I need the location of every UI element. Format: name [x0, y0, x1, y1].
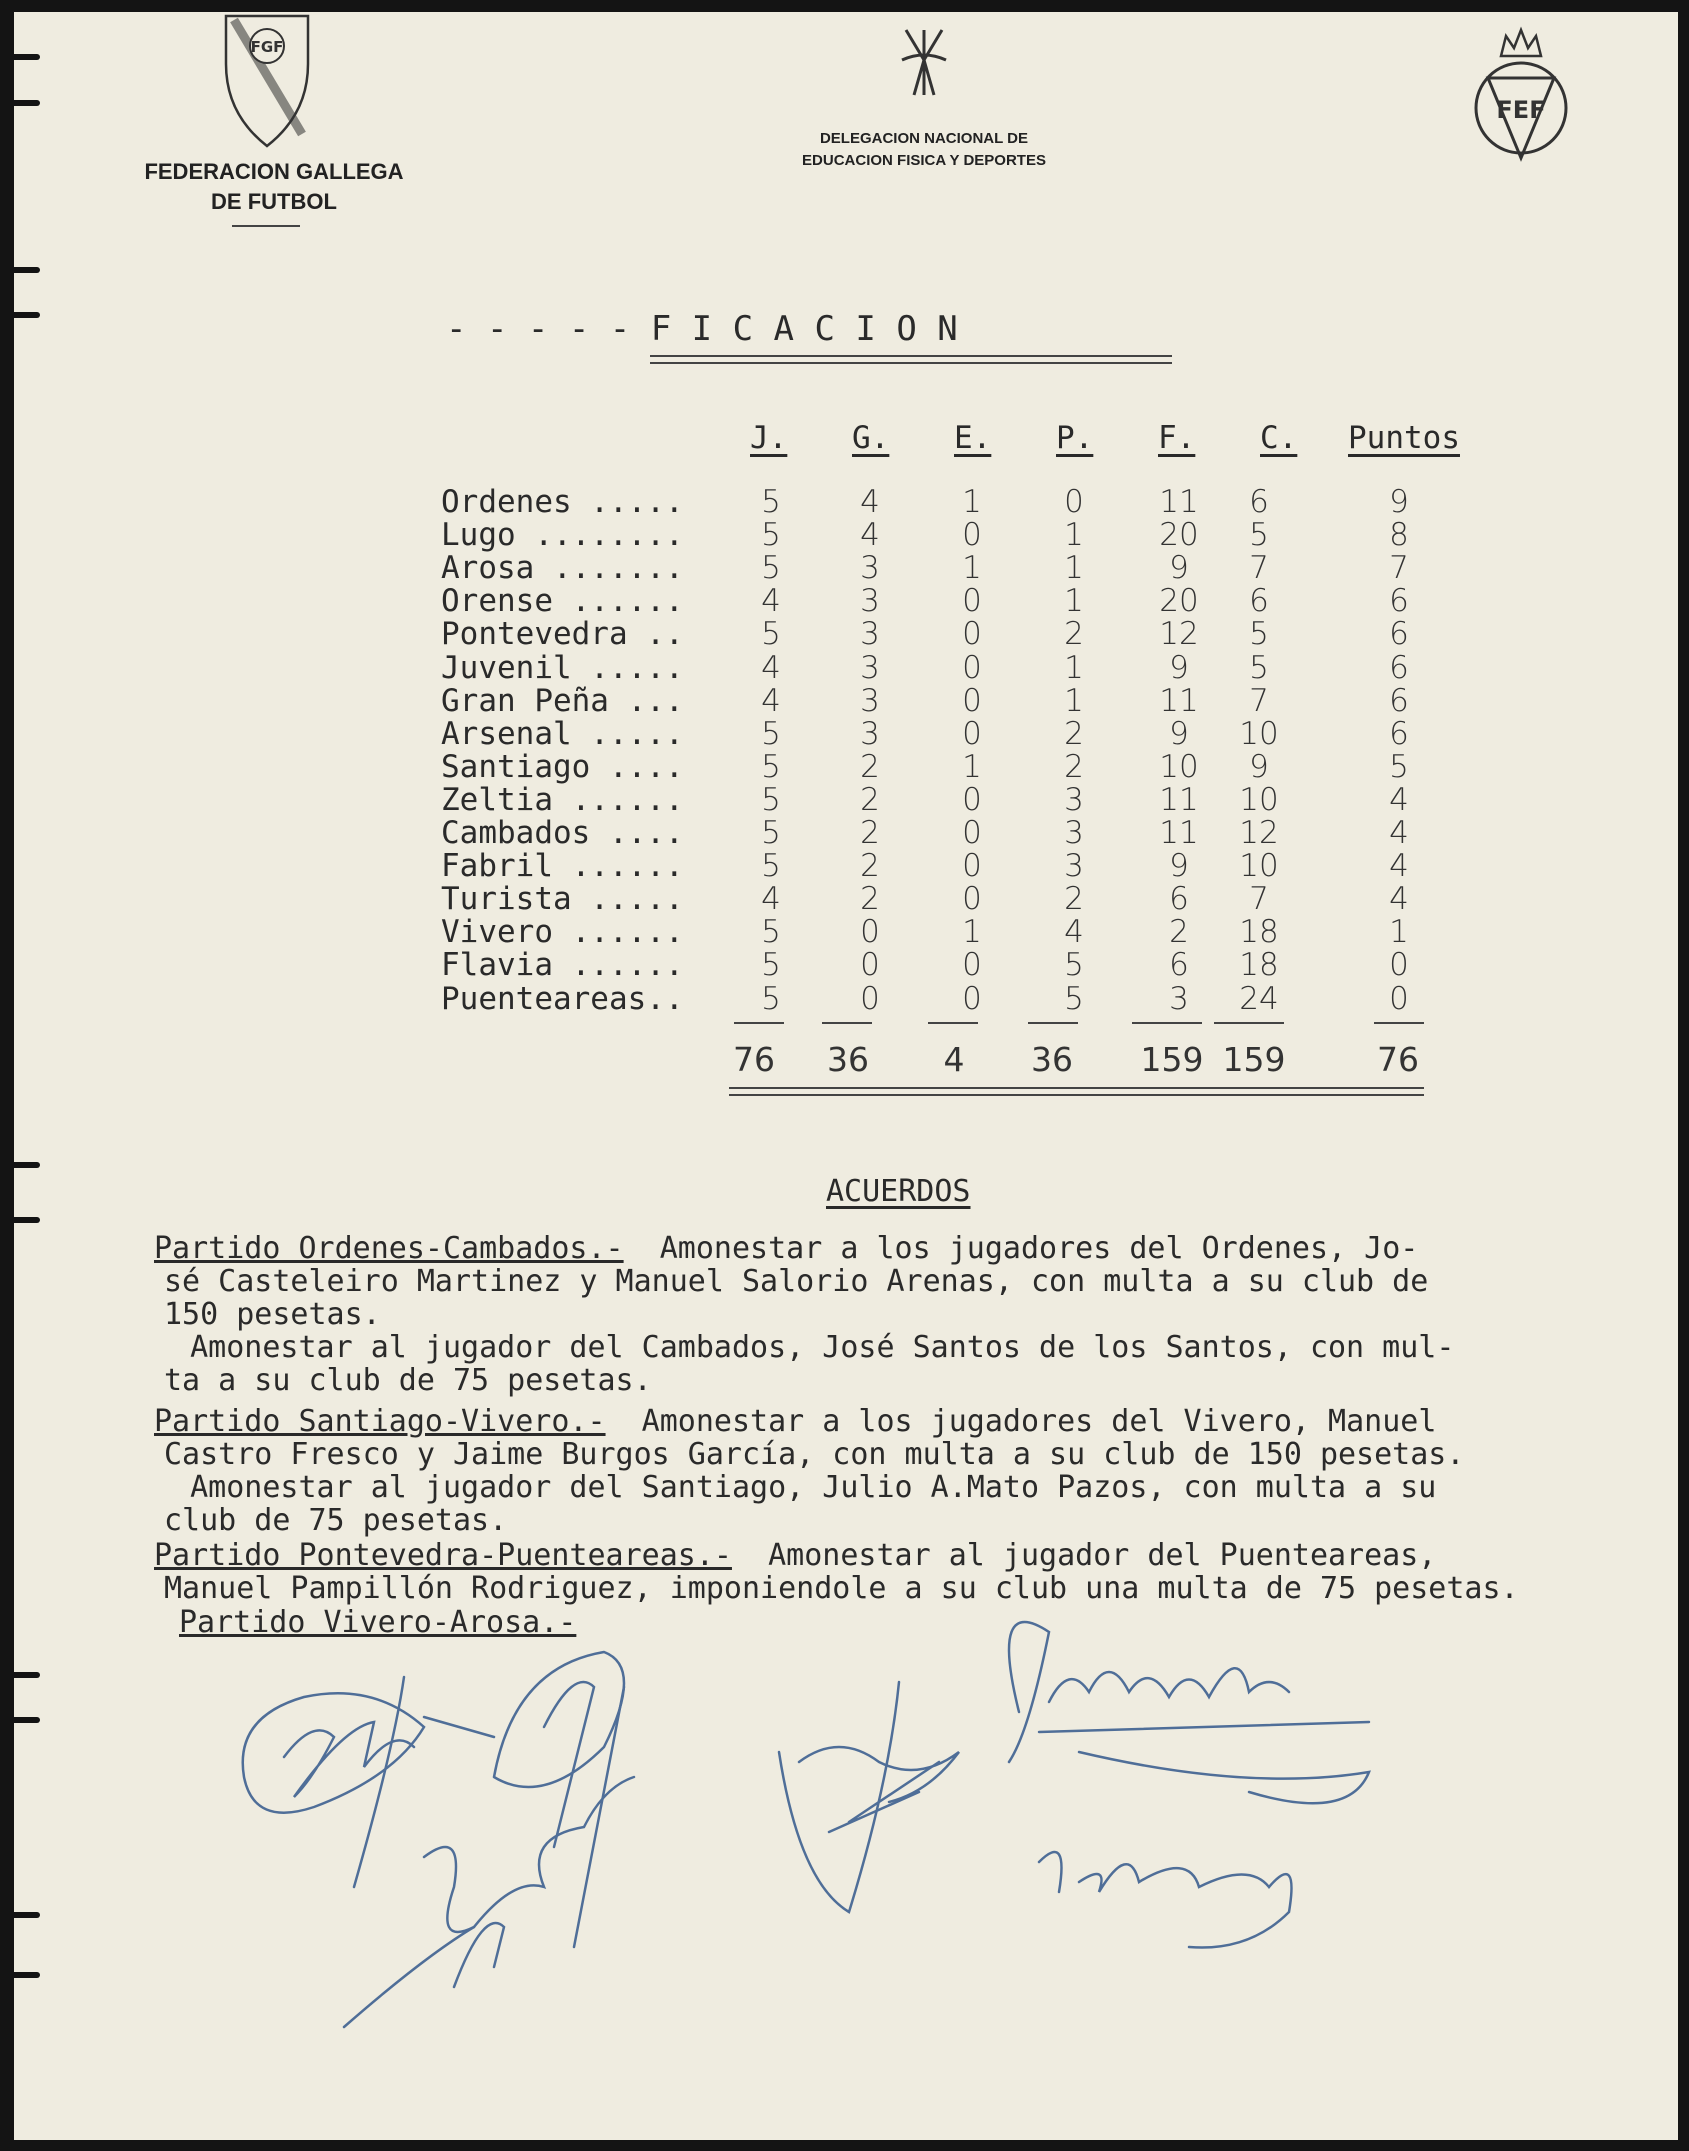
cell-points: 6 — [1389, 583, 1409, 620]
cell-won: 3 — [860, 649, 880, 686]
team-name: Fabril ...... — [441, 848, 684, 885]
cell-for: 12 — [1159, 616, 1199, 653]
cell-played: 5 — [761, 815, 781, 851]
cell-points: 0 — [1389, 947, 1409, 984]
table-row — [14, 881, 1678, 918]
acuerdos-heading: ACUERDOS — [826, 1174, 971, 1209]
cell-points: 8 — [1389, 517, 1409, 554]
cell-lost: 3 — [1064, 781, 1084, 818]
cell-points: 5 — [1389, 748, 1409, 785]
federation-name — [114, 157, 434, 217]
column-header-for: F. — [1158, 420, 1196, 456]
cell-for: 6 — [1169, 881, 1189, 918]
cell-against: 9 — [1249, 748, 1269, 785]
column-underline — [1028, 1022, 1078, 1024]
cell-drawn: 0 — [962, 583, 982, 620]
total-played: 76 — [733, 1040, 775, 1079]
cell-points: 1 — [1389, 914, 1409, 951]
cell-for: 9 — [1169, 649, 1189, 686]
cell-points: 7 — [1389, 550, 1409, 587]
delegation-line1: DELEGACION NACIONAL DE — [819, 130, 1029, 147]
cell-drawn: 0 — [962, 715, 982, 752]
cell-for: 3 — [1169, 980, 1189, 1017]
agreement-line: sé Casteleiro Martinez y Manuel Salorio Arenas, con multa a su club de — [164, 1264, 1429, 1299]
cell-lost: 2 — [1064, 748, 1084, 785]
binding-hole — [14, 100, 40, 106]
team-name: Arsenal ..... — [441, 715, 684, 752]
cell-against: 18 — [1239, 914, 1279, 951]
federation-shield-logo — [222, 14, 312, 149]
binding-hole — [14, 1912, 40, 1918]
table-row — [14, 748, 1678, 785]
team-name: Juvenil ..... — [441, 649, 684, 686]
match-label: Partido Vivero-Arosa.- — [179, 1605, 577, 1640]
team-name: Flavia ...... — [441, 947, 684, 984]
federation-name-line2: DE FUTBOL — [211, 189, 337, 214]
table-row — [14, 682, 1678, 719]
table-row — [14, 517, 1678, 554]
team-name: Gran Peña ... — [441, 682, 684, 719]
cell-lost: 2 — [1064, 881, 1084, 918]
cell-played: 5 — [761, 550, 781, 587]
cell-against: 10 — [1239, 781, 1279, 818]
table-row — [14, 715, 1678, 752]
federation-name-line1: FEDERACION GALLEGA — [144, 159, 404, 184]
cell-points: 6 — [1389, 682, 1409, 719]
cell-played: 5 — [761, 517, 781, 554]
binding-hole — [14, 267, 40, 273]
cell-lost: 3 — [1064, 848, 1084, 885]
cell-drawn: 0 — [962, 848, 982, 885]
team-name: Arosa ....... — [441, 550, 684, 587]
team-name: Lugo ........ — [441, 517, 684, 554]
binding-hole — [14, 312, 40, 318]
column-underline — [734, 1022, 784, 1024]
table-row — [14, 914, 1678, 951]
cell-won: 3 — [860, 550, 880, 587]
cell-played: 4 — [761, 881, 781, 918]
cell-won: 3 — [860, 616, 880, 653]
table-row — [14, 484, 1678, 520]
column-header-lost: P. — [1056, 420, 1094, 456]
cell-against: 5 — [1249, 616, 1269, 653]
table-row — [14, 980, 1678, 1017]
column-header-against: C. — [1260, 420, 1298, 456]
cell-played: 5 — [761, 748, 781, 785]
spanish-federation-crest-logo — [1466, 18, 1576, 168]
agreement-paragraph-2 — [154, 1405, 1436, 1438]
cell-for: 11 — [1159, 682, 1199, 719]
team-name: Orense ...... — [441, 583, 684, 620]
cell-won: 2 — [860, 748, 880, 785]
team-name: Turista ..... — [441, 881, 684, 918]
cell-for: 20 — [1159, 517, 1199, 554]
document-page — [14, 12, 1678, 2140]
cell-won: 0 — [860, 947, 880, 984]
handwritten-signatures-right — [769, 1532, 1389, 1962]
match-label: Partido Ordenes-Cambados.- — [154, 1231, 624, 1266]
cell-against: 7 — [1249, 682, 1269, 719]
agreement-line: club de 75 pesetas. — [164, 1503, 508, 1538]
cell-drawn: 1 — [962, 914, 982, 951]
binding-hole — [14, 1217, 40, 1223]
cell-against: 6 — [1249, 484, 1269, 520]
cell-against: 24 — [1239, 980, 1279, 1017]
cell-played: 5 — [761, 947, 781, 984]
column-header-points: Puntos — [1348, 420, 1460, 456]
cell-points: 4 — [1389, 815, 1409, 851]
table-row — [14, 550, 1678, 587]
cell-drawn: 1 — [962, 748, 982, 785]
cell-lost: 5 — [1064, 980, 1084, 1017]
agreement-line: Castro Fresco y Jaime Burgos García, con multa a su club de 150 pesetas. — [164, 1437, 1465, 1472]
cell-won: 2 — [860, 881, 880, 918]
agreement-text: Amonestar al jugador del Puenteareas, — [731, 1538, 1437, 1573]
cell-drawn: 0 — [962, 781, 982, 818]
cell-won: 3 — [860, 583, 880, 620]
cell-played: 5 — [761, 484, 781, 520]
column-underline — [1214, 1022, 1284, 1024]
column-underline — [1374, 1022, 1424, 1024]
total-against: 159 — [1222, 1040, 1286, 1079]
cell-lost: 2 — [1064, 616, 1084, 653]
cell-drawn: 0 — [962, 881, 982, 918]
cell-drawn: 0 — [962, 616, 982, 653]
cell-won: 0 — [860, 914, 880, 951]
svg-text:FEF: FEF — [1496, 96, 1546, 124]
cell-for: 11 — [1159, 815, 1199, 851]
cell-played: 4 — [761, 649, 781, 686]
agreement-paragraph-1 — [154, 1232, 1418, 1265]
binding-hole — [14, 1717, 40, 1723]
cell-lost: 1 — [1064, 649, 1084, 686]
agreement-text: Amonestar a los jugadores del Ordenes, Jo- — [623, 1231, 1419, 1266]
column-header-won: G. — [852, 420, 890, 456]
federation-divider — [232, 225, 300, 227]
cell-for: 20 — [1159, 583, 1199, 620]
yoke-arrows-emblem — [894, 20, 954, 100]
cell-for: 9 — [1169, 848, 1189, 885]
agreement-line: Amonestar al jugador del Santiago, Julio A.Mato Pazos, con multa a su — [154, 1470, 1437, 1505]
total-for: 159 — [1140, 1040, 1204, 1079]
cell-lost: 1 — [1064, 682, 1084, 719]
cell-played: 5 — [761, 914, 781, 951]
cell-lost: 4 — [1064, 914, 1084, 951]
standings-title: - - - - - F I C A C I O N — [446, 309, 958, 349]
cell-drawn: 1 — [962, 484, 982, 520]
team-name: Pontevedra .. — [441, 616, 684, 653]
cell-for: 10 — [1159, 748, 1199, 785]
match-label: Partido Santiago-Vivero.- — [154, 1404, 606, 1439]
title-double-underline — [650, 355, 1172, 364]
binding-hole — [14, 1972, 40, 1978]
cell-for: 9 — [1169, 550, 1189, 587]
cell-points: 4 — [1389, 848, 1409, 885]
cell-against: 12 — [1239, 815, 1279, 851]
binding-hole — [14, 1672, 40, 1678]
team-name: Vivero ...... — [441, 914, 684, 951]
cell-won: 4 — [860, 517, 880, 554]
agreement-line: 150 pesetas. — [164, 1297, 381, 1332]
cell-won: 2 — [860, 848, 880, 885]
column-underline — [822, 1022, 872, 1024]
cell-against: 18 — [1239, 947, 1279, 984]
cell-against: 5 — [1249, 649, 1269, 686]
cell-points: 9 — [1389, 484, 1409, 520]
cell-won: 3 — [860, 682, 880, 719]
cell-for: 11 — [1159, 781, 1199, 818]
team-name: Zeltia ...... — [441, 781, 684, 818]
handwritten-signatures-left — [224, 1627, 824, 2047]
table-row — [14, 781, 1678, 818]
team-name: Cambados .... — [441, 815, 684, 851]
delegation-line2: EDUCACION FISICA Y DEPORTES — [802, 152, 1046, 169]
cell-played: 4 — [761, 682, 781, 719]
table-row — [14, 947, 1678, 984]
cell-for: 2 — [1169, 914, 1189, 951]
total-won: 36 — [827, 1040, 869, 1079]
cell-against: 7 — [1249, 550, 1269, 587]
cell-points: 0 — [1389, 980, 1409, 1017]
binding-hole — [14, 54, 40, 60]
table-row — [14, 616, 1678, 653]
cell-played: 5 — [761, 980, 781, 1017]
table-row — [14, 815, 1678, 851]
agreement-text: Amonestar a los jugadores del Vivero, Manuel — [605, 1404, 1437, 1439]
cell-drawn: 0 — [962, 815, 982, 851]
cell-points: 4 — [1389, 781, 1409, 818]
cell-lost: 3 — [1064, 815, 1084, 851]
column-header-played: J. — [750, 420, 788, 456]
total-drawn: 4 — [943, 1040, 965, 1079]
agreement-line: Amonestar al jugador del Cambados, José Santos de los Santos, con mul- — [154, 1330, 1455, 1365]
team-name: Ordenes ..... — [441, 484, 684, 520]
cell-played: 5 — [761, 715, 781, 752]
cell-won: 4 — [860, 484, 880, 520]
cell-won: 0 — [860, 980, 880, 1017]
cell-for: 9 — [1169, 715, 1189, 752]
cell-lost: 2 — [1064, 715, 1084, 752]
team-name: Puenteareas.. — [441, 980, 684, 1017]
cell-against: 6 — [1249, 583, 1269, 620]
delegation-name — [734, 128, 1114, 172]
match-label: Partido Pontevedra-Puenteareas.- — [154, 1538, 732, 1573]
cell-played: 4 — [761, 583, 781, 620]
totals-double-underline — [729, 1087, 1424, 1096]
cell-drawn: 0 — [962, 649, 982, 686]
cell-points: 4 — [1389, 881, 1409, 918]
column-underline — [928, 1022, 978, 1024]
cell-drawn: 0 — [962, 517, 982, 554]
cell-points: 6 — [1389, 616, 1409, 653]
cell-drawn: 1 — [962, 550, 982, 587]
total-points: 76 — [1377, 1040, 1419, 1079]
total-lost: 36 — [1031, 1040, 1073, 1079]
cell-points: 6 — [1389, 649, 1409, 686]
cell-played: 5 — [761, 616, 781, 653]
cell-against: 5 — [1249, 517, 1269, 554]
binding-hole — [14, 1162, 40, 1168]
table-row — [14, 649, 1678, 686]
cell-for: 6 — [1169, 947, 1189, 984]
cell-won: 2 — [860, 781, 880, 818]
column-underline — [1132, 1022, 1202, 1024]
cell-drawn: 0 — [962, 980, 982, 1017]
cell-drawn: 0 — [962, 682, 982, 719]
cell-lost: 0 — [1064, 484, 1084, 520]
table-row — [14, 583, 1678, 620]
cell-played: 5 — [761, 848, 781, 885]
cell-drawn: 0 — [962, 947, 982, 984]
cell-lost: 1 — [1064, 583, 1084, 620]
column-header-drawn: E. — [954, 420, 992, 456]
cell-lost: 5 — [1064, 947, 1084, 984]
agreement-line: ta a su club de 75 pesetas. — [164, 1363, 652, 1398]
cell-points: 6 — [1389, 715, 1409, 752]
cell-lost: 1 — [1064, 517, 1084, 554]
cell-lost: 1 — [1064, 550, 1084, 587]
cell-for: 11 — [1159, 484, 1199, 520]
agreement-line: Manuel Pampillón Rodriguez, imponiendole a su club una multa de 75 pesetas. — [164, 1571, 1519, 1606]
cell-against: 10 — [1239, 848, 1279, 885]
table-row — [14, 848, 1678, 885]
cell-won: 3 — [860, 715, 880, 752]
cell-against: 7 — [1249, 881, 1269, 918]
svg-text:FGF: FGF — [250, 38, 284, 56]
cell-played: 5 — [761, 781, 781, 818]
cell-against: 10 — [1239, 715, 1279, 752]
cell-won: 2 — [860, 815, 880, 851]
team-name: Santiago .... — [441, 748, 684, 785]
